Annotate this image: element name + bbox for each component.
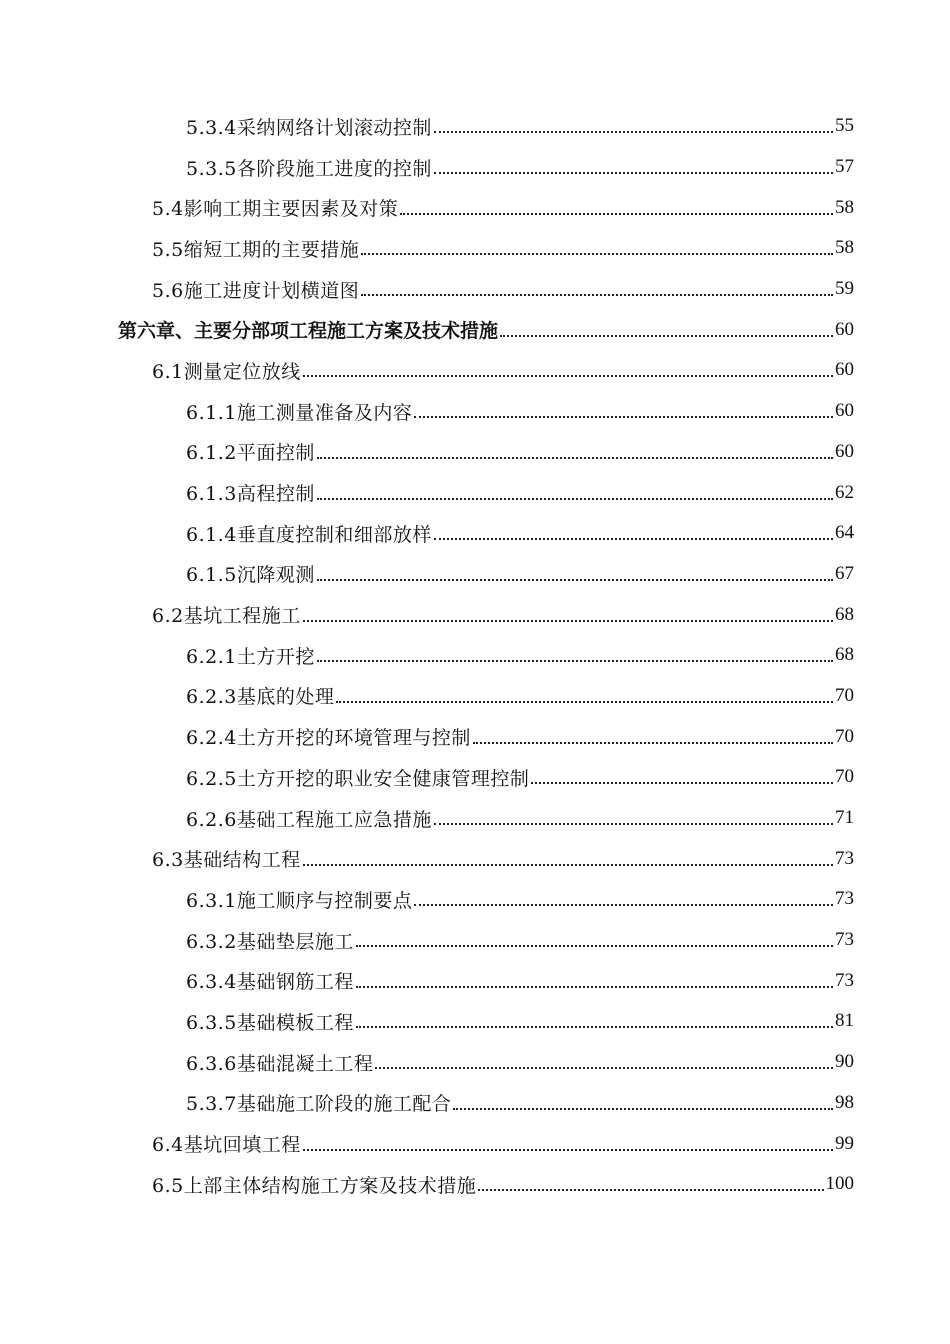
toc-entry-title: 6.2.3基底的处理 xyxy=(186,686,335,709)
toc-entry[interactable] xyxy=(0,228,950,269)
toc-entry[interactable] xyxy=(0,594,950,635)
toc-entry-page: 73 xyxy=(835,847,854,869)
toc-entry-page: 73 xyxy=(835,888,854,910)
toc-entry-title: 6.2.5土方开挖的职业安全健康管理控制 xyxy=(186,767,530,790)
toc-entry-title: 5.6施工进度计划横道图 xyxy=(152,279,360,302)
toc-entry[interactable] xyxy=(0,1083,950,1124)
toc-entry-title: 6.5上部主体结构施工方案及技术措施 xyxy=(152,1174,477,1197)
toc-entry-page: 100 xyxy=(825,1173,854,1195)
toc-entry-title: 6.3.1施工顺序与控制要点 xyxy=(186,889,413,912)
toc-entry-page: 59 xyxy=(835,278,854,300)
dot-leader xyxy=(361,253,833,255)
dot-leader xyxy=(317,660,833,662)
toc-entry[interactable] xyxy=(0,879,950,920)
toc-entry-title: 6.2.4土方开挖的环境管理与控制 xyxy=(186,727,471,750)
dot-leader xyxy=(356,945,833,947)
table-of-contents xyxy=(0,106,950,1205)
toc-entry-page: 90 xyxy=(835,1051,854,1073)
toc-entry-title: 6.4基坑回填工程 xyxy=(152,1134,301,1157)
dot-leader xyxy=(414,416,833,418)
dot-leader xyxy=(473,742,833,744)
dot-leader xyxy=(453,1108,833,1110)
toc-entry[interactable] xyxy=(0,635,950,676)
toc-entry-page: 60 xyxy=(835,318,854,340)
toc-entry-title: 5.3.7基础施工阶段的施工配合 xyxy=(186,1093,452,1116)
toc-entry-page: 58 xyxy=(835,196,854,218)
toc-entry-title: 第六章、主要分部项工程施工方案及技术措施 xyxy=(118,320,499,343)
toc-entry-title: 6.1.2平面控制 xyxy=(186,442,315,465)
toc-entry-page: 71 xyxy=(835,807,854,829)
toc-entry[interactable] xyxy=(0,960,950,1001)
toc-entry-page: 55 xyxy=(835,115,854,137)
dot-leader xyxy=(531,782,833,784)
dot-leader xyxy=(303,1149,833,1151)
toc-entry[interactable] xyxy=(0,147,950,188)
toc-entry-page: 73 xyxy=(835,969,854,991)
toc-entry[interactable] xyxy=(0,838,950,879)
toc-entry-title: 6.1.4垂直度控制和细部放样 xyxy=(186,523,432,546)
toc-entry[interactable] xyxy=(0,716,950,757)
toc-entry[interactable] xyxy=(0,350,950,391)
toc-entry[interactable] xyxy=(0,1042,950,1083)
toc-entry-title: 5.3.4采纳网络计划滚动控制 xyxy=(186,116,432,139)
toc-entry-page: 60 xyxy=(835,400,854,422)
toc-entry-title: 6.2.1土方开挖 xyxy=(186,645,315,668)
dot-leader xyxy=(500,335,833,337)
toc-entry[interactable] xyxy=(0,472,950,513)
toc-entry[interactable] xyxy=(0,757,950,798)
dot-leader xyxy=(303,620,833,622)
dot-leader xyxy=(434,823,833,825)
toc-entry[interactable] xyxy=(0,269,950,310)
toc-entry-page: 62 xyxy=(835,481,854,503)
toc-entry-page: 58 xyxy=(835,237,854,259)
toc-entry-title: 6.3.5基础模板工程 xyxy=(186,1011,354,1034)
dot-leader xyxy=(356,986,833,988)
toc-entry-title: 6.1测量定位放线 xyxy=(152,360,301,383)
dot-leader xyxy=(317,579,833,581)
dot-leader xyxy=(356,1026,833,1028)
toc-entry[interactable] xyxy=(0,187,950,228)
toc-entry-title: 5.4影响工期主要因素及对策 xyxy=(152,198,399,221)
toc-entry-page: 68 xyxy=(835,644,854,666)
dot-leader xyxy=(375,1067,833,1069)
toc-entry[interactable] xyxy=(0,798,950,839)
toc-entry-title: 6.1.5沉降观测 xyxy=(186,564,315,587)
toc-entry-page: 98 xyxy=(835,1091,854,1113)
toc-entry[interactable] xyxy=(0,1164,950,1205)
toc-entry[interactable] xyxy=(0,391,950,432)
dot-leader xyxy=(434,172,833,174)
dot-leader xyxy=(434,131,833,133)
dot-leader xyxy=(303,375,833,377)
toc-entry-title: 5.5缩短工期的主要措施 xyxy=(152,238,360,261)
toc-entry-title: 6.1.3高程控制 xyxy=(186,483,315,506)
toc-entry-title: 6.3.6基础混凝土工程 xyxy=(186,1052,374,1075)
toc-entry-title: 6.1.1施工测量准备及内容 xyxy=(186,401,413,424)
toc-entry[interactable] xyxy=(0,432,950,473)
toc-entry-page: 70 xyxy=(835,766,854,788)
toc-entry-title: 6.3.4基础钢筋工程 xyxy=(186,971,354,994)
toc-entry-page: 70 xyxy=(835,725,854,747)
toc-entry[interactable] xyxy=(0,106,950,147)
dot-leader xyxy=(434,538,833,540)
toc-entry-title: 6.3.2基础垫层施工 xyxy=(186,930,354,953)
dot-leader xyxy=(361,294,833,296)
dot-leader xyxy=(303,864,833,866)
toc-entry-page: 67 xyxy=(835,562,854,584)
toc-entry-title: 6.2.6基础工程施工应急措施 xyxy=(186,808,432,831)
toc-entry-page: 60 xyxy=(835,440,854,462)
toc-entry[interactable] xyxy=(0,1001,950,1042)
dot-leader xyxy=(414,904,833,906)
toc-entry-page: 68 xyxy=(835,603,854,625)
toc-entry-title: 6.3基础结构工程 xyxy=(152,849,301,872)
toc-entry-page: 60 xyxy=(835,359,854,381)
toc-entry-page: 70 xyxy=(835,684,854,706)
toc-chapter-entry[interactable] xyxy=(0,309,950,350)
toc-entry-page: 57 xyxy=(835,156,854,178)
toc-entry[interactable] xyxy=(0,920,950,961)
dot-leader xyxy=(317,498,833,500)
toc-entry[interactable] xyxy=(0,1123,950,1164)
dot-leader xyxy=(400,213,833,215)
toc-entry-title: 6.2基坑工程施工 xyxy=(152,605,301,628)
toc-entry-title: 5.3.5各阶段施工进度的控制 xyxy=(186,157,432,180)
dot-leader xyxy=(478,1189,823,1191)
dot-leader xyxy=(336,701,833,703)
toc-entry-page: 99 xyxy=(835,1132,854,1154)
toc-entry[interactable] xyxy=(0,554,950,595)
dot-leader xyxy=(317,457,833,459)
toc-entry[interactable] xyxy=(0,676,950,717)
toc-entry[interactable] xyxy=(0,513,950,554)
toc-entry-page: 81 xyxy=(835,1010,854,1032)
toc-entry-page: 73 xyxy=(835,929,854,951)
toc-entry-page: 64 xyxy=(835,522,854,544)
